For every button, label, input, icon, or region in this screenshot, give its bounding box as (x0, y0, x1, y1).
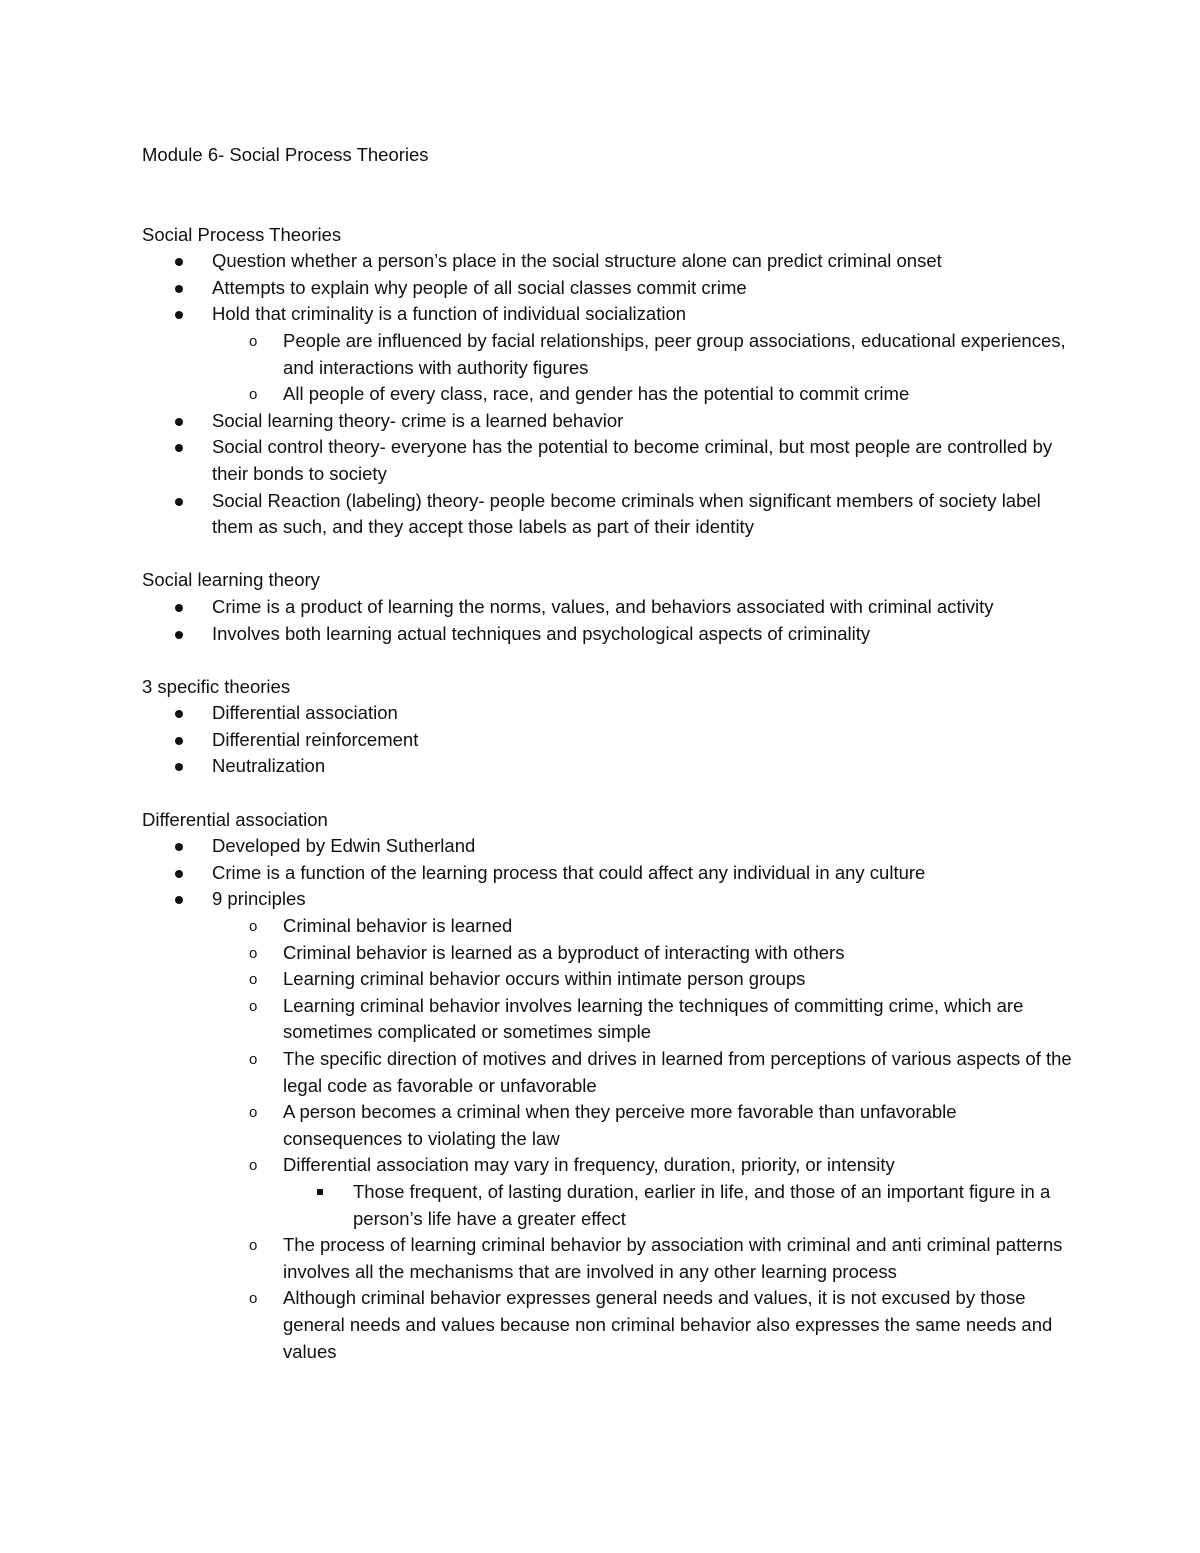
bullet-circle-icon: o (249, 971, 258, 989)
bullet-dot-icon (175, 870, 183, 878)
bullet-circle-icon: o (249, 1290, 258, 1308)
bullet-dot-icon (175, 311, 183, 319)
sub-bullet-item: o The process of learning criminal behavior by association with criminal and anti criminal patterns involves all the mechanisms that are involved in any other learning process (249, 1234, 1063, 1282)
bullet-dot-icon (175, 896, 183, 904)
bullet-circle-icon: o (249, 1051, 258, 1068)
bullet-dot-icon (175, 258, 183, 266)
bullet-dot-icon (175, 498, 183, 506)
bullet-circle-icon: o (249, 1237, 258, 1255)
bullet-item: Neutralization (142, 753, 1072, 780)
bullet-item: Differential reinforcement (142, 727, 1072, 754)
bullet-item: Developed by Edwin Sutherland (142, 833, 1072, 860)
bullet-circle-icon: o (249, 386, 258, 404)
bullet-dot-icon (175, 710, 183, 718)
bullet-circle-icon: o (249, 1157, 258, 1175)
bullet-item: Differential association (142, 700, 1072, 727)
bullet-item: Question whether a person’s place in the social structure alone can predict criminal onset (142, 248, 1072, 275)
bullet-dot-icon (175, 737, 183, 745)
bullet-dot-icon (175, 631, 183, 639)
bullet-dot-icon (175, 843, 183, 851)
sub-bullet-item: o All people of every class, race, and gender has the potential to commit crime (142, 381, 1072, 408)
bullet-circle-icon: o (249, 997, 258, 1015)
section-three-specific-theories (142, 674, 1072, 780)
bullet-circle-icon: o (249, 1104, 258, 1122)
page-title: Module 6- Social Process Theories (142, 144, 429, 165)
section-social-learning-theory (142, 567, 1072, 647)
bullet-dot-icon (175, 285, 183, 293)
bullet-item: Social control theory- everyone has the potential to become criminal, but most people are controlled by their bonds to society (142, 434, 1072, 487)
sub-bullet-item: o Although criminal behavior expresses general needs and values, it is not excused by those general needs and values because non criminal behavior also expresses the same needs and values (249, 1287, 1053, 1362)
section-differential-association (142, 807, 1072, 1365)
section-social-process-theories (142, 222, 1072, 541)
sub-bullet-item: o Criminal behavior is learned as a byproduct of interacting with others (142, 940, 1072, 967)
bullet-item: Involves both learning actual techniques and psychological aspects of criminality (142, 621, 1072, 648)
bullet-circle-icon: o (249, 332, 258, 350)
bullet-item: Social learning theory- crime is a learned behavior (142, 408, 1072, 435)
sub-bullet-item: o Learning criminal behavior involves learning the techniques of committing crime, which are sometimes complicated or sometimes simple (249, 994, 1024, 1043)
bullet-item: Crime is a product of learning the norms, values, and behaviors associated with criminal activity (142, 594, 1072, 621)
bullet-item: Hold that criminality is a function of individual socialization (142, 301, 1072, 328)
bullet-square-icon (317, 1189, 323, 1195)
sub-bullet-item: o A person becomes a criminal when they perceive more favorable than unfavorable consequences to violating the law (249, 1101, 957, 1149)
sub-sub-bullet-item: Those frequent, of lasting duration, earlier in life, and those of an important figure in a person’s life have a greater effect (142, 1179, 1072, 1232)
sub-bullet-item: o People are influenced by facial relationships, peer group associations, educational experiences, and interactions with authority figures (249, 329, 1066, 378)
sub-bullet-item: o Learning criminal behavior occurs within intimate person groups (142, 966, 1072, 993)
bullet-circle-icon: o (249, 918, 258, 936)
sub-bullet-item: o Differential association may vary in frequency, duration, priority, or intensity (142, 1152, 1072, 1179)
bullet-list (142, 700, 1072, 780)
sub-bullet-item: o Criminal behavior is learned (142, 913, 1072, 940)
section-heading: Social Process Theories (142, 223, 342, 245)
bullet-dot-icon (175, 418, 183, 426)
bullet-item: Crime is a function of the learning process that could affect any individual in any culture (142, 860, 1072, 887)
bullet-dot-icon (175, 604, 183, 612)
section-heading: Differential association (142, 808, 328, 830)
document-page (142, 142, 1072, 1392)
bullet-dot-icon (175, 444, 183, 452)
bullet-list (142, 594, 1072, 647)
bullet-list (142, 833, 1072, 1365)
bullet-item: Social Reaction (labeling) theory- people become criminals when significant members of society label them as such, and they accept those labels as part of their identity (142, 488, 1072, 541)
section-heading: Social learning theory (142, 569, 320, 591)
bullet-list (142, 248, 1072, 541)
sub-bullet-item: o The specific direction of motives and drives in learned from perceptions of various aspects of the legal code as favorable or unfavorable (249, 1048, 1072, 1096)
bullet-dot-icon (175, 763, 183, 771)
section-heading: 3 specific theories (142, 675, 291, 697)
bullet-item: Attempts to explain why people of all social classes commit crime (142, 275, 1072, 302)
bullet-circle-icon: o (249, 944, 258, 962)
bullet-item: 9 principles (142, 886, 1072, 913)
